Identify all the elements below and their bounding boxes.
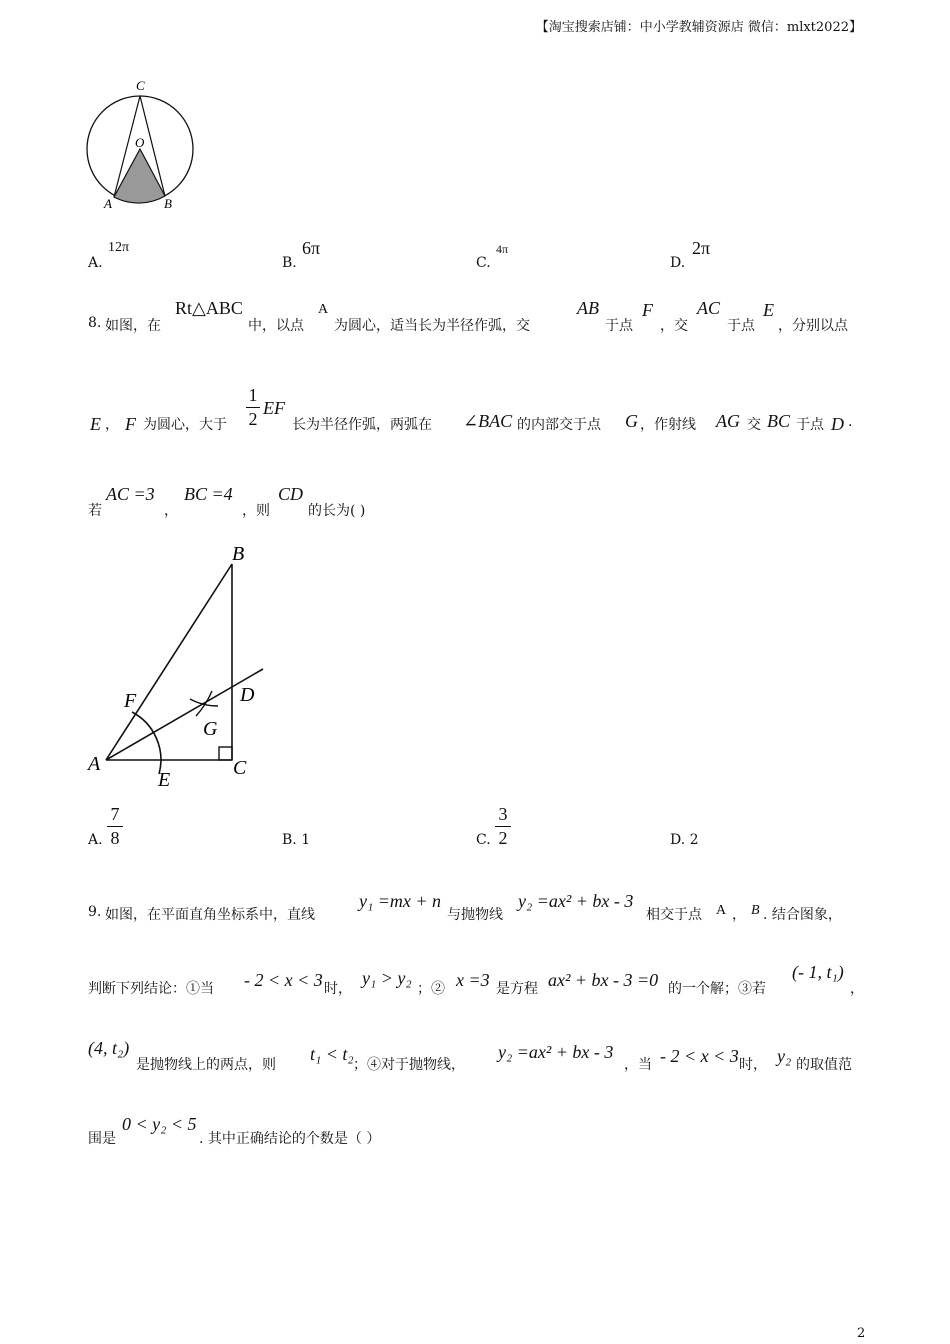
label-O: O [135, 135, 145, 150]
q7-option-d-value: 2π [692, 238, 711, 258]
label-G: G [203, 718, 218, 740]
q8-math: E [90, 414, 101, 434]
q7-option-a: A. [88, 255, 103, 271]
q9-text: ；④对于抛物线， [353, 1057, 465, 1073]
q8-text: 为圆心，大于 [143, 417, 227, 433]
q8-math: AC =3 [106, 484, 155, 504]
q9-math: - 2 < x < 3 [244, 970, 323, 990]
q9-math: (- 1, t₁) [792, 962, 844, 982]
q8-math: CD [278, 484, 304, 504]
q8-text: ，作射线 [640, 417, 696, 433]
label-C: C [136, 78, 145, 93]
q8-math: E [763, 300, 774, 320]
q9-text: 围是 [88, 1131, 116, 1147]
q8-text: 的内部交于点 [517, 417, 601, 433]
q9-math: y₁ =mx + n [359, 891, 442, 911]
label-B: B [232, 543, 245, 565]
q8-text: ， [105, 417, 119, 433]
q8-number: 8. [88, 315, 102, 331]
q9-text: 是方程 [496, 981, 538, 997]
q9-math: y₁ > y₂ [362, 968, 412, 988]
q8-math: F [642, 300, 653, 320]
q8-math: Rt△ABC [175, 298, 243, 318]
q9-text: ， [732, 907, 746, 923]
label-F: F [124, 690, 137, 712]
q9-math: A [716, 903, 727, 918]
q8-option-b: B. 1 [282, 832, 311, 848]
q8-text: . [848, 414, 853, 430]
q9-text: 与抛物线 [447, 907, 503, 923]
circle-sector-figure [80, 74, 205, 216]
q8-math: D [831, 414, 844, 434]
q9-text: 是抛物线上的两点，则 [136, 1057, 276, 1073]
q9-text: 时， [739, 1057, 767, 1073]
q9-text: . 其中正确结论的个数是（ ） [199, 1131, 381, 1147]
q8-text: 于点 [796, 417, 824, 433]
q8-math: EF [263, 398, 285, 418]
q9-math: B [751, 903, 760, 918]
q8-text: ，交 [660, 318, 688, 334]
q8-text: ， [164, 503, 178, 519]
q9-math: y₂ =ax² + bx - 3 [498, 1042, 614, 1062]
q9-text: . 结合图象， [763, 907, 842, 923]
q7-option-c: C. [476, 255, 491, 271]
q8-text: 于点 [727, 318, 755, 334]
q8-option-d: D. 2 [670, 832, 699, 848]
q9-text: 时， [324, 981, 352, 997]
label-A: A [88, 753, 101, 775]
label-B: B [164, 196, 172, 211]
q8-option-a-fraction: 7 8 [107, 804, 123, 849]
q7-option-b: B. [282, 255, 297, 271]
q9-text: 相交于点 [646, 907, 702, 923]
q9-text: ， [850, 981, 864, 997]
q8-text: 交 [747, 417, 761, 433]
q8-option-a: A. [88, 832, 103, 848]
q8-option-c: C. [476, 832, 491, 848]
q8-math: BC =4 [184, 484, 233, 504]
label-A: A [104, 196, 112, 211]
q9-text: 的取值范 [796, 1057, 852, 1073]
q8-text: 为圆心，适当长为半径作弧，交 [334, 318, 530, 334]
q9-text: ；② [417, 981, 445, 997]
q7-option-a-value: 12π [108, 240, 130, 255]
q9-math: ax² + bx - 3 =0 [548, 970, 659, 990]
q8-text: 的长为( ) [308, 503, 366, 519]
label-C: C [233, 757, 247, 779]
q8-math: AG [716, 411, 740, 431]
q8-text: 长为半径作弧，两弧在 [292, 417, 432, 433]
q8-text: 中，以点 [248, 318, 304, 334]
q7-option-d: D. [670, 255, 686, 271]
q9-math: y₂ =ax² + bx - 3 [518, 891, 634, 911]
label-E: E [158, 769, 171, 791]
q8-fraction-half: 1 2 [246, 385, 260, 430]
q8-option-c-fraction: 3 2 [495, 804, 511, 849]
q9-math: t₁ < t₂ [310, 1044, 354, 1064]
q9-math: x =3 [456, 970, 490, 990]
label-D: D [240, 684, 255, 706]
page-header: 【淘宝搜索店铺：中小学教辅资源店 微信：mlxt2022】 [535, 20, 862, 35]
q9-text: 的一个解；③若 [668, 981, 766, 997]
q9-math: y₂ [777, 1046, 792, 1066]
q9-text: 判断下列结论：①当 [88, 981, 214, 997]
q9-number: 9. [88, 904, 102, 920]
q9-text: 如图，在平面直角坐标系中，直线 [105, 907, 315, 923]
q8-text: 如图，在 [105, 318, 161, 334]
q8-math: AB [577, 298, 599, 318]
page-number: 2 [857, 1326, 866, 1341]
q9-math: - 2 < x < 3 [660, 1046, 739, 1066]
q8-math: A [318, 302, 329, 317]
q8-math: G [625, 411, 638, 431]
q9-math: 0 < y₂ < 5 [122, 1114, 197, 1134]
q8-text: ，分别以点 [778, 318, 848, 334]
q7-option-b-value: 6π [302, 238, 321, 258]
q8-math: F [125, 414, 136, 434]
q8-text: 若 [88, 503, 102, 519]
q8-text: ，则 [242, 503, 270, 519]
q7-option-c-value: 4π [496, 242, 509, 256]
q8-math: AC [697, 298, 721, 318]
q8-math: BC [767, 411, 791, 431]
q8-math: ∠BAC [463, 411, 513, 431]
triangle-figure [82, 538, 272, 793]
q9-math: (4, t₂) [88, 1038, 130, 1058]
q8-text: 于点 [605, 318, 633, 334]
q9-text: ，当 [624, 1057, 652, 1073]
